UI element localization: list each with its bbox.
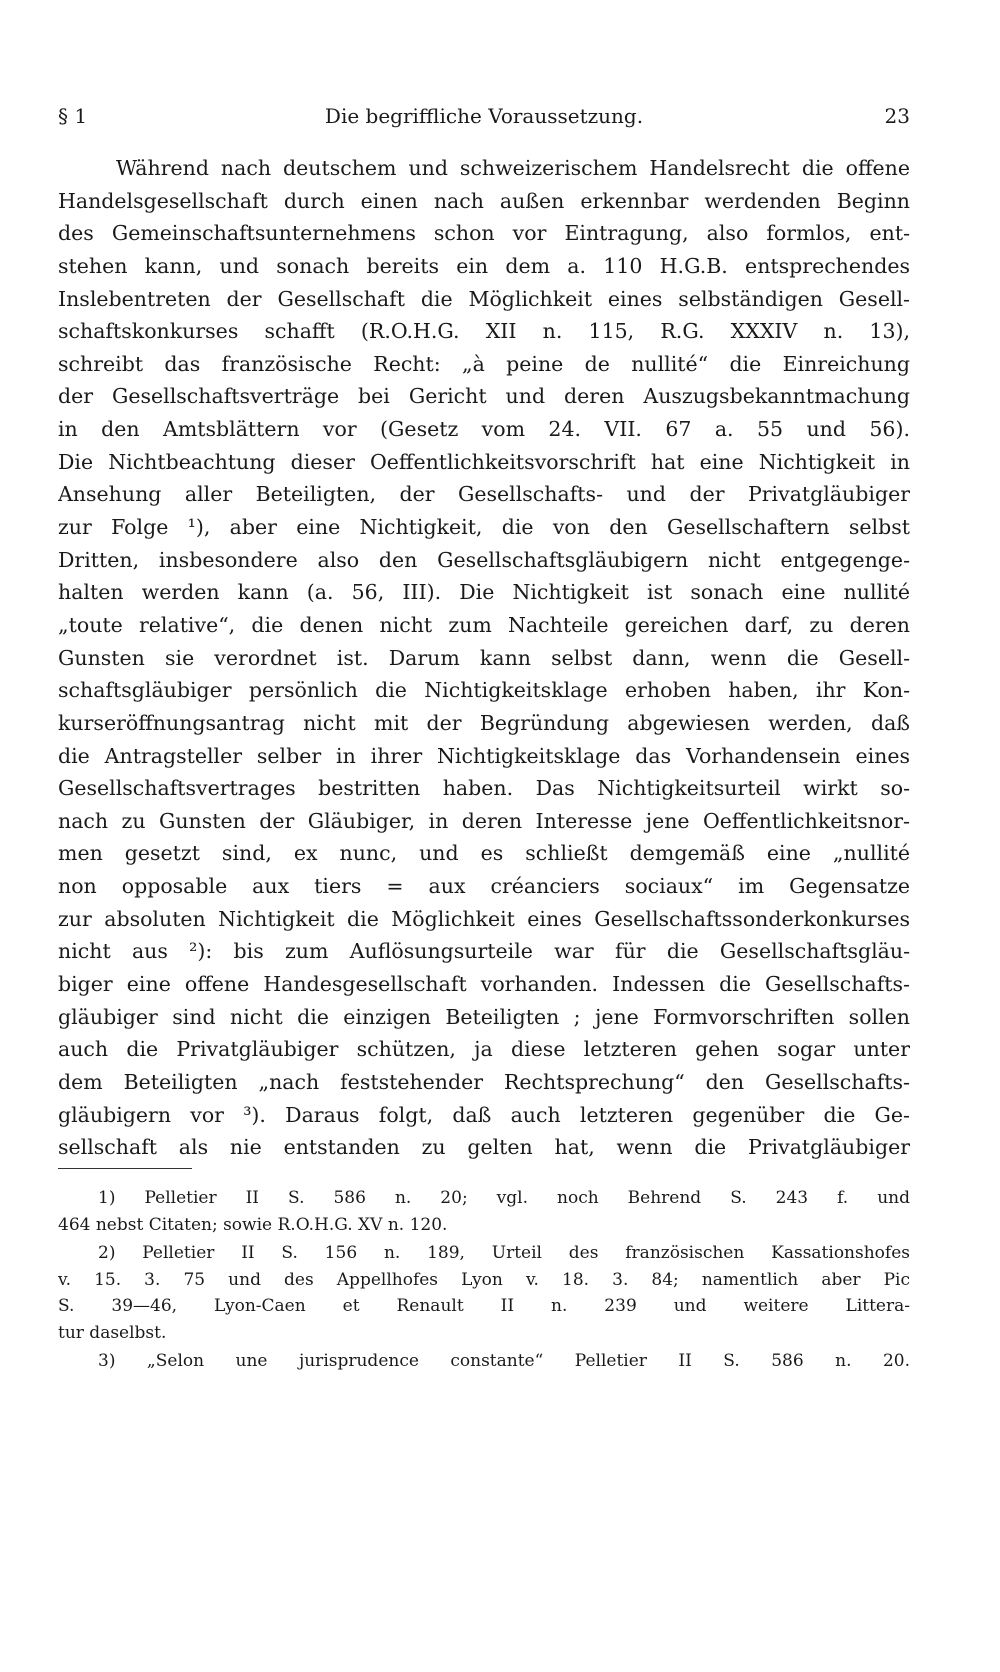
section-number: § 1	[58, 104, 88, 128]
text-line: Ansehung aller Beteiligten, der Gesellschafts- und der Privatgläubiger	[58, 482, 910, 507]
text-line: sellschaft als nie entstanden zu gelten hat, wenn die Privatgläubiger	[58, 1135, 910, 1160]
page-number: 23	[884, 104, 910, 128]
footnote-line: tur daselbst.	[58, 1322, 167, 1343]
text-line: schaftskonkurses schafft (R.O.H.G. XII n. 115, R.G. XXXIV n. 13),	[58, 319, 910, 344]
text-line: gläubiger sind nicht die einzigen Beteiligten ; jene Formvorschriften sollen	[58, 1004, 910, 1029]
text-line: non opposable aux tiers = aux créanciers sociaux“ im Gegensatze	[58, 874, 910, 899]
text-line: der Gesellschaftsverträge bei Gericht und deren Auszugsbekanntmachung	[58, 384, 910, 409]
text-line: schreibt das französische Recht: „à peine de nullité“ die Einreichung	[58, 351, 910, 376]
text-line: zur absoluten Nichtigkeit die Möglichkeit eines Gesellschaftssonderkonkurses	[58, 906, 910, 931]
footnote-line: 3) „Selon une jurisprudence constante“ Pelletier II S. 586 n. 20.	[98, 1351, 910, 1371]
text-line: Während nach deutschem und schweizerischem Handelsrecht die offene	[116, 156, 910, 180]
text-line: des Gemeinschaftsunternehmens schon vor Eintragung, also formlos, ent-	[58, 221, 910, 246]
footnote-line: 1) Pelletier II S. 586 n. 20; vgl. noch Behrend S. 243 f. und	[98, 1188, 910, 1208]
running-title: Die begriffliche Voraussetzung.	[324, 104, 644, 128]
text-line: biger eine offene Handesgesellschaft vorhanden. Indessen die Gesellschafts-	[58, 972, 910, 997]
footnote-line: 2) Pelletier II S. 156 n. 189, Urteil des französischen Kassationshofes	[98, 1243, 910, 1263]
text-line: die Antragsteller selber in ihrer Nichtigkeitsklage das Vorhandensein eines	[58, 743, 910, 768]
text-line: men gesetzt sind, ex nunc, und es schließt demgemäß eine „nullité	[58, 841, 910, 866]
text-line: nicht aus ²): bis zum Auflösungsurteile war für die Gesellschaftsgläu-	[58, 939, 910, 964]
text-line: gläubigern vor ³). Daraus folgt, daß auch letzteren gegenüber die Ge-	[58, 1102, 910, 1127]
footnote-line: S. 39—46, Lyon-Caen et Renault II n. 239 und weitere Littera-	[58, 1296, 910, 1316]
text-line: auch die Privatgläubiger schützen, ja diese letzteren gehen sogar unter	[58, 1037, 910, 1062]
text-line: Gesellschaftsvertrages bestritten haben. Das Nichtigkeitsurteil wirkt so-	[58, 776, 910, 801]
text-line: zur Folge ¹), aber eine Nichtigkeit, die von den Gesellschaftern selbst	[58, 515, 910, 540]
text-line: „toute relative“, die denen nicht zum Nachteile gereichen darf, zu deren	[58, 612, 910, 637]
main-text	[58, 152, 910, 1164]
text-line: kurseröffnungsantrag nicht mit der Begründung abgewiesen werden, daß	[58, 710, 910, 735]
text-line: Inslebentreten der Gesellschaft die Möglichkeit eines selbständigen Gesell-	[58, 286, 910, 311]
text-line: Dritten, insbesondere also den Gesellschaftsgläubigern nicht entgegenge-	[58, 547, 910, 572]
footnote-line: 464 nebst Citaten; sowie R.O.H.G. XV n. 120.	[58, 1214, 448, 1235]
footnote-separator	[58, 1168, 192, 1169]
text-line: halten werden kann (a. 56, III). Die Nichtigkeit ist sonach eine nullité	[58, 580, 910, 605]
text-line: dem Beteiligten „nach feststehender Rechtsprechung“ den Gesellschafts-	[58, 1069, 910, 1094]
text-line: stehen kann, und sonach bereits ein dem a. 110 H.G.B. entsprechendes	[58, 253, 910, 278]
running-header	[58, 100, 910, 132]
text-line: in den Amtsblättern vor (Gesetz vom 24. VII. 67 a. 55 und 56).	[58, 417, 910, 442]
text-line: Gunsten sie verordnet ist. Darum kann selbst dann, wenn die Gesell-	[58, 645, 910, 670]
text-line: schaftsgläubiger persönlich die Nichtigkeitsklage erhoben haben, ihr Kon-	[58, 678, 910, 703]
footnotes	[58, 1185, 910, 1375]
text-line: Die Nichtbeachtung dieser Oeffentlichkeitsvorschrift hat eine Nichtigkeit in	[58, 449, 910, 474]
footnote-line: v. 15. 3. 75 und des Appellhofes Lyon v. 18. 3. 84; namentlich aber Pic	[58, 1269, 910, 1290]
text-line: nach zu Gunsten der Gläubiger, in deren Interesse jene Oeffentlichkeitsnor-	[58, 808, 910, 833]
text-line: Handelsgesellschaft durch einen nach außen erkennbar werdenden Beginn	[58, 188, 910, 213]
